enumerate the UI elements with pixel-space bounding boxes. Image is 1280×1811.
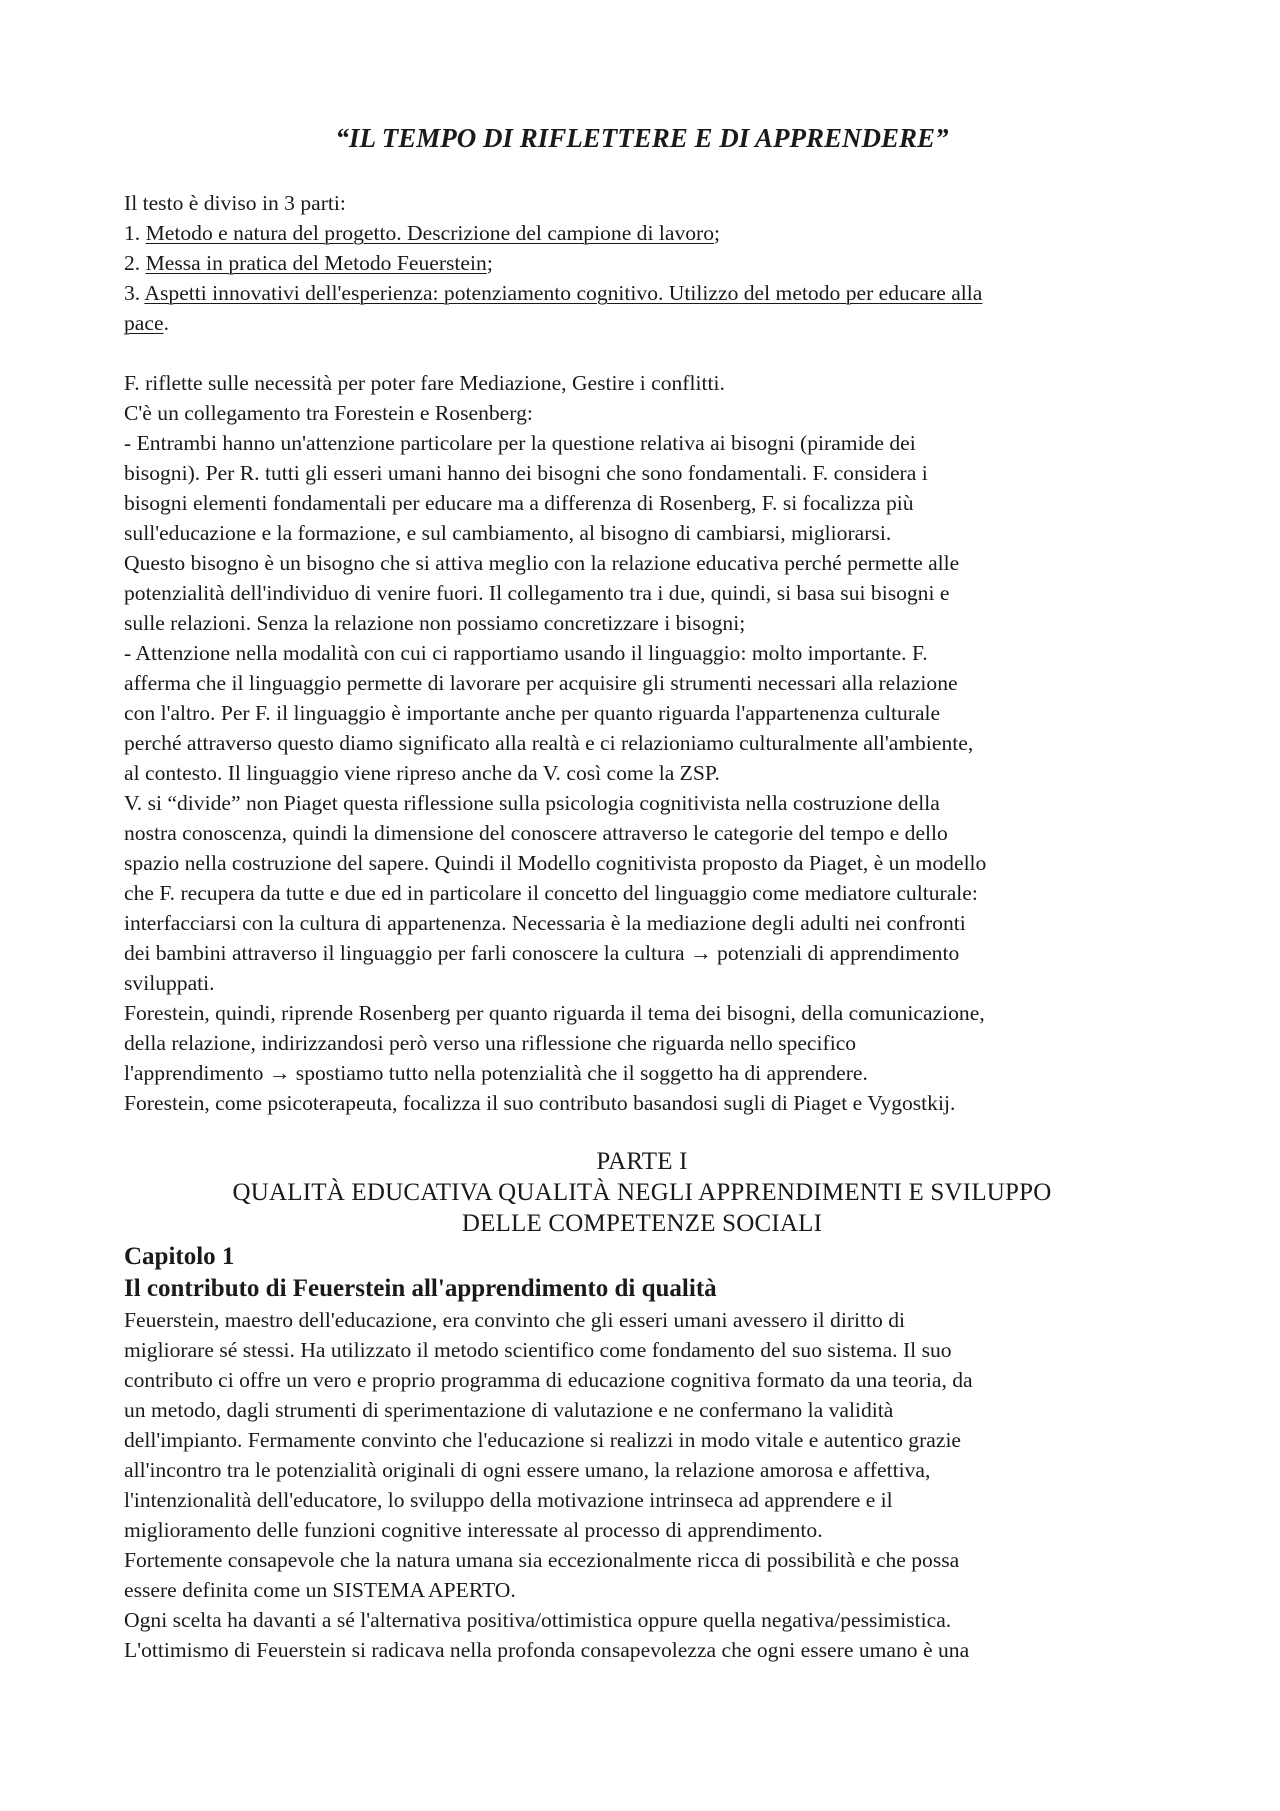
body-line: Forestein, come psicoterapeuta, focalizza il suo contributo basandosi sugli di Piaget e Vygostkij. xyxy=(124,1091,956,1115)
body-line: Forestein, quindi, riprende Rosenberg per quanto riguarda il tema dei bisogni, della comunicazione, xyxy=(124,1001,985,1025)
chapter-line: Feuerstein, maestro dell'educazione, era convinto che gli esseri umani avessero il diritto di xyxy=(124,1308,906,1332)
body-line: spazio nella costruzione del sapere. Quindi il Modello cognitivista proposto da Piaget, è un modello xyxy=(124,851,987,875)
intro-item-text: Metodo e natura del progetto. Descrizione del campione di lavoro xyxy=(145,221,715,245)
body-line: con l'altro. Per F. il linguaggio è importante anche per quanto riguarda l'appartenenza culturale xyxy=(124,701,941,725)
chapter-line: miglioramento delle funzioni cognitive interessate al processo di apprendimento. xyxy=(124,1518,823,1542)
body-line: perché attraverso questo diamo significato alla realtà e ci relazioniamo culturalmente all'ambiente, xyxy=(124,731,974,755)
intro-item-number: 2. xyxy=(124,251,146,275)
document-title: “IL TEMPO DI RIFLETTERE E DI APPRENDERE” xyxy=(335,123,949,153)
chapter-line: dell'impianto. Fermamente convinto che l'educazione si realizzi in modo vitale e autentico grazie xyxy=(124,1428,962,1452)
chapter-line: migliorare sé stessi. Ha utilizzato il metodo scientifico come fondamento del suo sistema. Il suo xyxy=(124,1338,952,1362)
body-line: potenzialità dell'individuo di venire fuori. Il collegamento tra i due, quindi, si basa sui bisogni e xyxy=(124,581,950,605)
chapter-line: L'ottimismo di Feuerstein si radicava nella profonda consapevolezza che ogni essere umano è una xyxy=(124,1638,970,1662)
body-line: afferma che il linguaggio permette di lavorare per acquisire gli strumenti necessari alla relazione xyxy=(124,671,958,695)
body-line: nostra conoscenza, quindi la dimensione del conoscere attraverso le categorie del tempo e dello xyxy=(124,821,948,845)
chapter-line: all'incontro tra le potenzialità originali di ogni essere umano, la relazione amorosa e affettiva, xyxy=(124,1458,931,1482)
chapter-line: Fortemente consapevole che la natura umana sia eccezionalmente ricca di possibilità e che possa xyxy=(124,1548,960,1572)
body-line: dei bambini attraverso il linguaggio per farli conoscere la cultura → potenziali di apprendimento xyxy=(124,941,960,965)
chapter-number: Capitolo 1 xyxy=(124,1243,235,1270)
body-line: bisogni). Per R. tutti gli esseri umani hanno dei bisogni che sono fondamentali. F. considera i xyxy=(124,461,928,485)
body-line: sull'educazione e la formazione, e sul cambiamento, al bisogno di cambiarsi, migliorarsi. xyxy=(124,521,892,545)
intro-item-3-continued xyxy=(124,308,1160,338)
intro-item-end: ; xyxy=(714,221,721,245)
chapter-title: Il contributo di Feuerstein all'apprendimento di qualità xyxy=(124,1275,717,1302)
chapter-section xyxy=(124,1305,1160,1665)
body-line: bisogni elementi fondamentali per educare ma a differenza di Rosenberg, F. si focalizza più xyxy=(124,491,914,515)
body-line: F. riflette sulle necessità per poter fare Mediazione, Gestire i conflitti. xyxy=(124,371,725,395)
intro-section xyxy=(124,188,1160,338)
body-line: l'apprendimento → spostiamo tutto nella potenzialità che il soggetto ha di apprendere. xyxy=(124,1061,868,1085)
intro-item-end: ; xyxy=(486,251,493,275)
body-line: che F. recupera da tutte e due ed in particolare il concetto del linguaggio come mediatore culturale: xyxy=(124,881,978,905)
body-line: sulle relazioni. Senza la relazione non possiamo concretizzare i bisogni; xyxy=(124,611,746,635)
part-label: PARTE I xyxy=(596,1148,688,1175)
chapter-heading xyxy=(124,1241,1160,1305)
intro-item-text: Aspetti innovativi dell'esperienza: potenziamento cognitivo. Utilizzo del metodo per educare alla xyxy=(144,281,983,305)
intro-item-text: Messa in pratica del Metodo Feuerstein xyxy=(145,251,487,275)
body-line: interfacciarsi con la cultura di appartenenza. Necessaria è la mediazione degli adulti nei confronti xyxy=(124,911,966,935)
part-title-line-1: QUALITÀ EDUCATIVA QUALITÀ NEGLI APPRENDIMENTI E SVILUPPO xyxy=(232,1179,1052,1206)
intro-item-3 xyxy=(124,278,1160,308)
chapter-line: Ogni scelta ha davanti a sé l'alternativa positiva/ottimistica oppure quella negativa/pessimistica. xyxy=(124,1608,952,1632)
body-line: sviluppati. xyxy=(124,971,215,995)
body-line: C'è un collegamento tra Forestein e Rosenberg: xyxy=(124,401,533,425)
intro-lead: Il testo è diviso in 3 parti: xyxy=(124,191,346,215)
intro-item-end: . xyxy=(163,311,169,335)
intro-item-number: 1. xyxy=(124,221,146,245)
body-line: al contesto. Il linguaggio viene ripreso anche da V. così come la ZSP. xyxy=(124,761,720,785)
intro-item-number: 3. xyxy=(124,281,145,305)
body-line: V. si “divide” non Piaget questa riflessione sulla psicologia cognitivista nella costruzione della xyxy=(124,791,940,815)
blank-line xyxy=(124,338,1160,368)
intro-item-text: pace xyxy=(124,311,164,335)
part-heading xyxy=(124,1146,1160,1239)
intro-item-1 xyxy=(124,218,1160,248)
chapter-line: un metodo, dagli strumenti di sperimentazione di valutazione e ne confermano la validità xyxy=(124,1398,894,1422)
chapter-line: essere definita come un SISTEMA APERTO. xyxy=(124,1578,516,1602)
part-title-line-2: DELLE COMPETENZE SOCIALI xyxy=(461,1210,823,1237)
body-line: della relazione, indirizzandosi però verso una riflessione che riguarda nello specifico xyxy=(124,1031,857,1055)
body-line: Questo bisogno è un bisogno che si attiva meglio con la relazione educativa perché permette alle xyxy=(124,551,960,575)
chapter-line: l'intenzionalità dell'educatore, lo sviluppo della motivazione intrinseca ad apprendere e il xyxy=(124,1488,893,1512)
chapter-line: contributo ci offre un vero e proprio programma di educazione cognitiva formato da una teoria, da xyxy=(124,1368,973,1392)
body-line: - Entrambi hanno un'attenzione particolare per la questione relativa ai bisogni (piramide dei xyxy=(124,431,916,455)
body-section xyxy=(124,368,1160,1118)
body-line: - Attenzione nella modalità con cui ci rapportiamo usando il linguaggio: molto importante. F. xyxy=(124,641,928,665)
intro-item-2 xyxy=(124,248,1160,278)
